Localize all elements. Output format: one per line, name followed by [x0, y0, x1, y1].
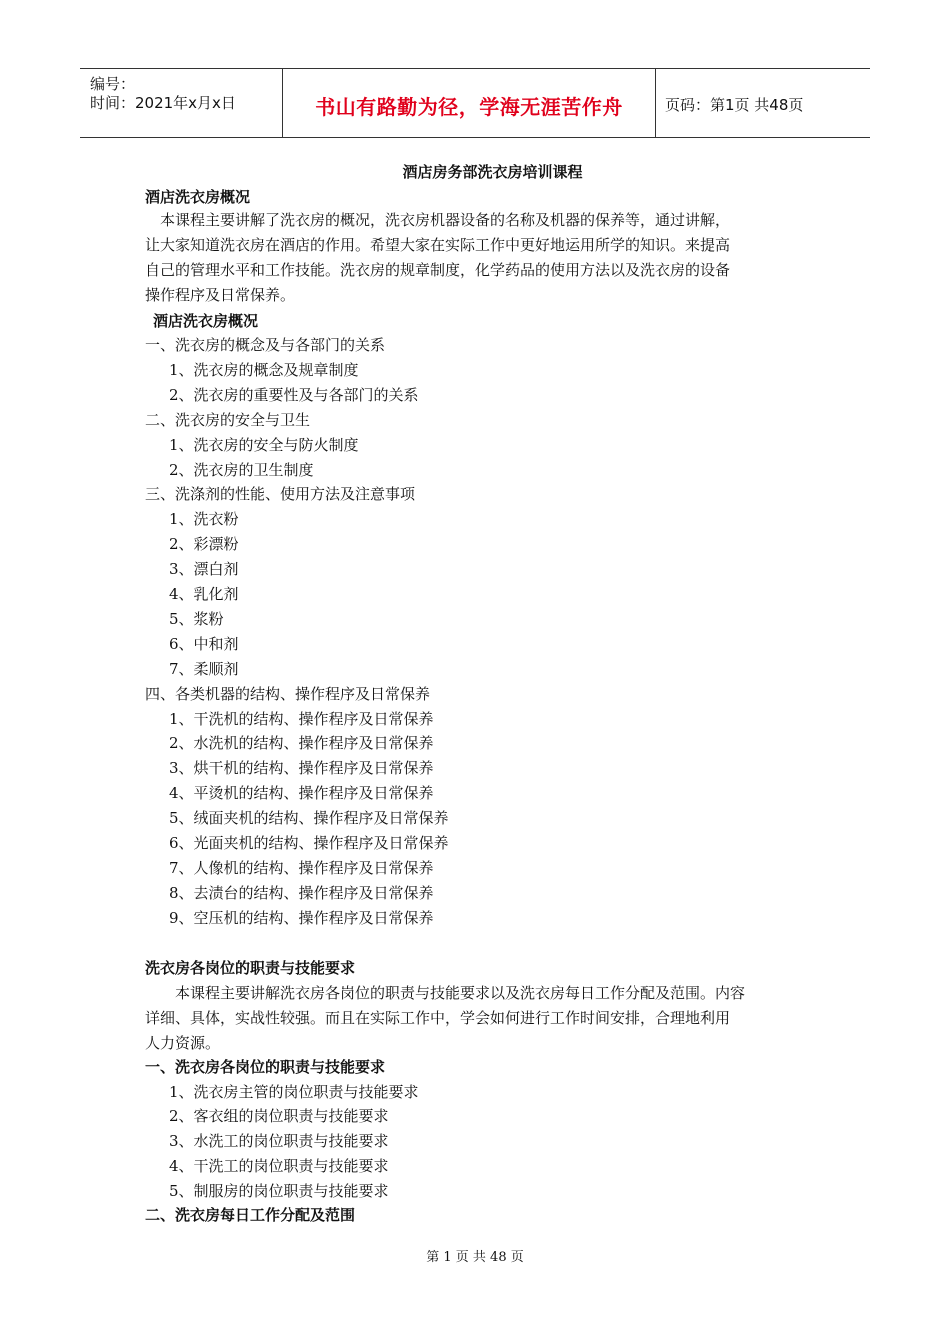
page-header	[80, 68, 870, 138]
document-title: 酒店房务部洗衣房培训课程	[402, 163, 583, 181]
outline-item: 3、烘干机的结构、操作程序及日常保养	[169, 759, 434, 778]
header-motto-cell	[282, 69, 656, 137]
outline-item: 2、洗衣房的卫生制度	[169, 460, 314, 479]
outline-item: 5、绒面夹机的结构、操作程序及日常保养	[169, 809, 449, 828]
outline-item: 3、水洗工的岗位职责与技能要求	[169, 1132, 389, 1151]
outline-item: 3、漂白剂	[169, 560, 239, 579]
paragraph-line: 自己的管理水平和工作技能。洗衣房的规章制度，化学药品的使用方法以及洗衣房的设备	[145, 261, 731, 279]
section-heading-overview: 酒店洗衣房概况	[145, 188, 251, 206]
outline-item: 2、彩漂粉	[169, 535, 239, 554]
outline-item: 5、浆粉	[169, 609, 224, 628]
outline-chapter: 一、洗衣房的概念及与各部门的关系	[145, 336, 386, 354]
outline-item: 2、洗衣房的重要性及与各部门的关系	[169, 385, 419, 404]
page-footer: 第 1 页 共 48 页	[426, 1250, 524, 1265]
outline-item: 9、空压机的结构、操作程序及日常保养	[169, 908, 434, 927]
outline-chapter: 二、洗衣房的安全与卫生	[145, 410, 311, 429]
paragraph-line: 本课程主要讲解洗衣房各岗位的职责与技能要求以及洗衣房每日工作分配及范围。内容	[145, 984, 746, 1002]
sub-heading-overview: 酒店洗衣房概况	[153, 312, 259, 330]
outline-item: 7、人像机的结构、操作程序及日常保养	[169, 858, 434, 877]
paragraph-line: 本课程主要讲解了洗衣房的概况，洗衣房机器设备的名称及机器的保养等，通过讲解，	[145, 211, 731, 229]
paragraph-line: 人力资源。	[145, 1034, 221, 1052]
outline-item: 8、去渍台的结构、操作程序及日常保养	[169, 883, 434, 902]
outline-item: 1、洗衣房的概念及规章制度	[169, 360, 359, 379]
document-date-label: 时间：2021年x月x日	[90, 94, 236, 112]
paragraph-line: 详细、具体，实战性较强。而且在实际工作中，学会如何进行工作时间安排，合理地利用	[145, 1009, 731, 1027]
outline-chapter: 四、各类机器的结构、操作程序及日常保养	[145, 684, 431, 703]
header-page-number: 页码：第1页 共48页	[665, 96, 804, 114]
header-page-cell	[655, 69, 870, 137]
outline-item: 1、干洗机的结构、操作程序及日常保养	[169, 709, 434, 728]
outline-item: 4、乳化剂	[169, 585, 239, 603]
header-motto: 书山有路勤为径，学海无涯苦作舟	[315, 95, 623, 119]
intro-paragraph-2	[145, 981, 810, 1056]
paragraph-line: 操作程序及日常保养。	[145, 286, 296, 304]
document-number-label: 编号：	[90, 75, 136, 93]
outline-item: 7、柔顺剂	[169, 659, 239, 678]
outline-item: 4、平烫机的结构、操作程序及日常保养	[169, 784, 434, 803]
outline-item: 2、客衣组的岗位职责与技能要求	[169, 1107, 389, 1126]
outline-item: 1、洗衣粉	[169, 510, 239, 529]
outline-chapter: 二、洗衣房每日工作分配及范围	[145, 1206, 356, 1225]
outline-item: 5、制服房的岗位职责与技能要求	[169, 1181, 389, 1200]
paragraph-line: 让大家知道洗衣房在酒店的作用。希望大家在实际工作中更好地运用所学的知识。来提高	[145, 236, 731, 254]
outline-chapter: 一、洗衣房各岗位的职责与技能要求	[145, 1058, 386, 1076]
outline-chapter: 三、洗涤剂的性能、使用方法及注意事项	[145, 485, 416, 504]
outline-item: 6、光面夹机的结构、操作程序及日常保养	[169, 834, 449, 852]
outline-item: 4、干洗工的岗位职责与技能要求	[169, 1156, 389, 1175]
header-meta-cell	[80, 69, 282, 137]
outline-item: 2、水洗机的结构、操作程序及日常保养	[169, 734, 434, 753]
outline-item: 1、洗衣房主管的岗位职责与技能要求	[169, 1082, 419, 1101]
intro-paragraph-1	[145, 208, 810, 308]
outline-item: 1、洗衣房的安全与防火制度	[169, 435, 359, 454]
outline-item: 6、中和剂	[169, 634, 239, 653]
section-heading-duties: 洗衣房各岗位的职责与技能要求	[145, 959, 356, 977]
